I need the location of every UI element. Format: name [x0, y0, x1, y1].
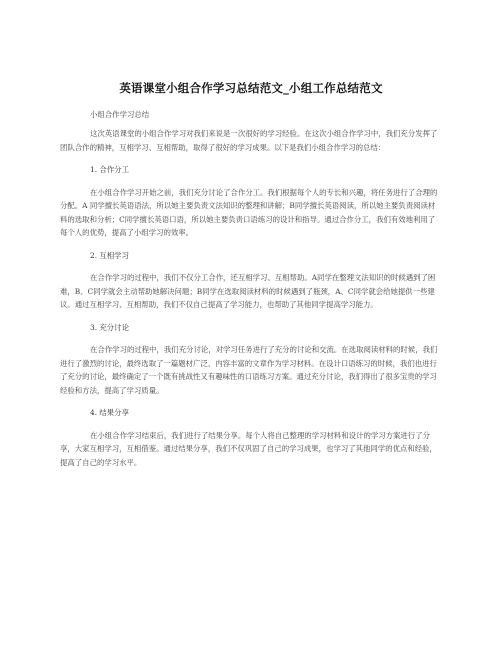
section-heading: 2. 互相学习	[90, 250, 129, 260]
document-subtitle: 小组合作学习总结	[90, 110, 150, 119]
section-paragraph: 在合作学习的过程中，我们不仅分工合作，还互相学习、互相帮助。A同学在整理文法知识的时候遇到了困难，B、C同学就会主动帮助她解决问题；B同学在选取阅读材料的时候遇到了瓶颈，A、C同学就会给她提供一些建议。通过互相学习、互相帮助，我们不仅自己提高了学习能力，也帮助了其他同学提高学习能力。	[60, 273, 436, 309]
section-heading: 3. 充分讨论	[90, 322, 129, 332]
section-paragraph: 在合作学习的过程中，我们充分讨论，对学习任务进行了充分的讨论和交流。在选取阅读材料的时候，我们进行了激烈的讨论，最终选取了一篇题材广泛、内容丰富的文章作为学习材料。在设计口语练习的时候，我们也进行了充分的讨论，最终确定了一个既有挑战性又有趣味性的口语练习方案。通过充分讨论，我们得出了很多宝贵的学习经验和方法，提高了学习质量。	[60, 345, 438, 395]
section-heading: 1. 合作分工	[90, 165, 129, 174]
section-paragraph: 在小组合作学习结束后，我们进行了结果分享。每个人将自己整理的学习材料和设计的学习方案进行了分享，大家互相学习，互相借鉴。通过结果分享，我们不仅巩固了自己的学习成果，也学习了其他同学的优点和经验，提高了自己的学习水平。	[60, 430, 437, 467]
document-body	[60, 127, 440, 469]
section-heading: 4. 结果分享	[90, 408, 129, 417]
intro-paragraph: 这次英语课堂的小组合作学习对我们来说是一次很好的学习经验。在这次小组合作学习中，我们充分发挥了团队合作的精神，互相学习、互相帮助，取得了很好的学习成果。以下是我们小组合作学习的总结：	[60, 129, 438, 152]
page-title: 英语课堂小组合作学习总结范文_小组工作总结范文	[119, 81, 383, 95]
section-paragraph: 在小组合作学习开始之前，我们充分讨论了合作分工。我们根据每个人的专长和兴趣，将任务进行了合理的分配。A 同学擅长英语语法，所以她主要负责文法知识的整理和讲解；B同学擅长英语阅读，所以她主要负责阅读材料的选取和分析；C同学擅长英语口语，所以她主要负责口语练习的设计和指导。通过合作分工，我们有效地利用了每个人的优势，提高了小组学习的效率。	[60, 187, 438, 237]
